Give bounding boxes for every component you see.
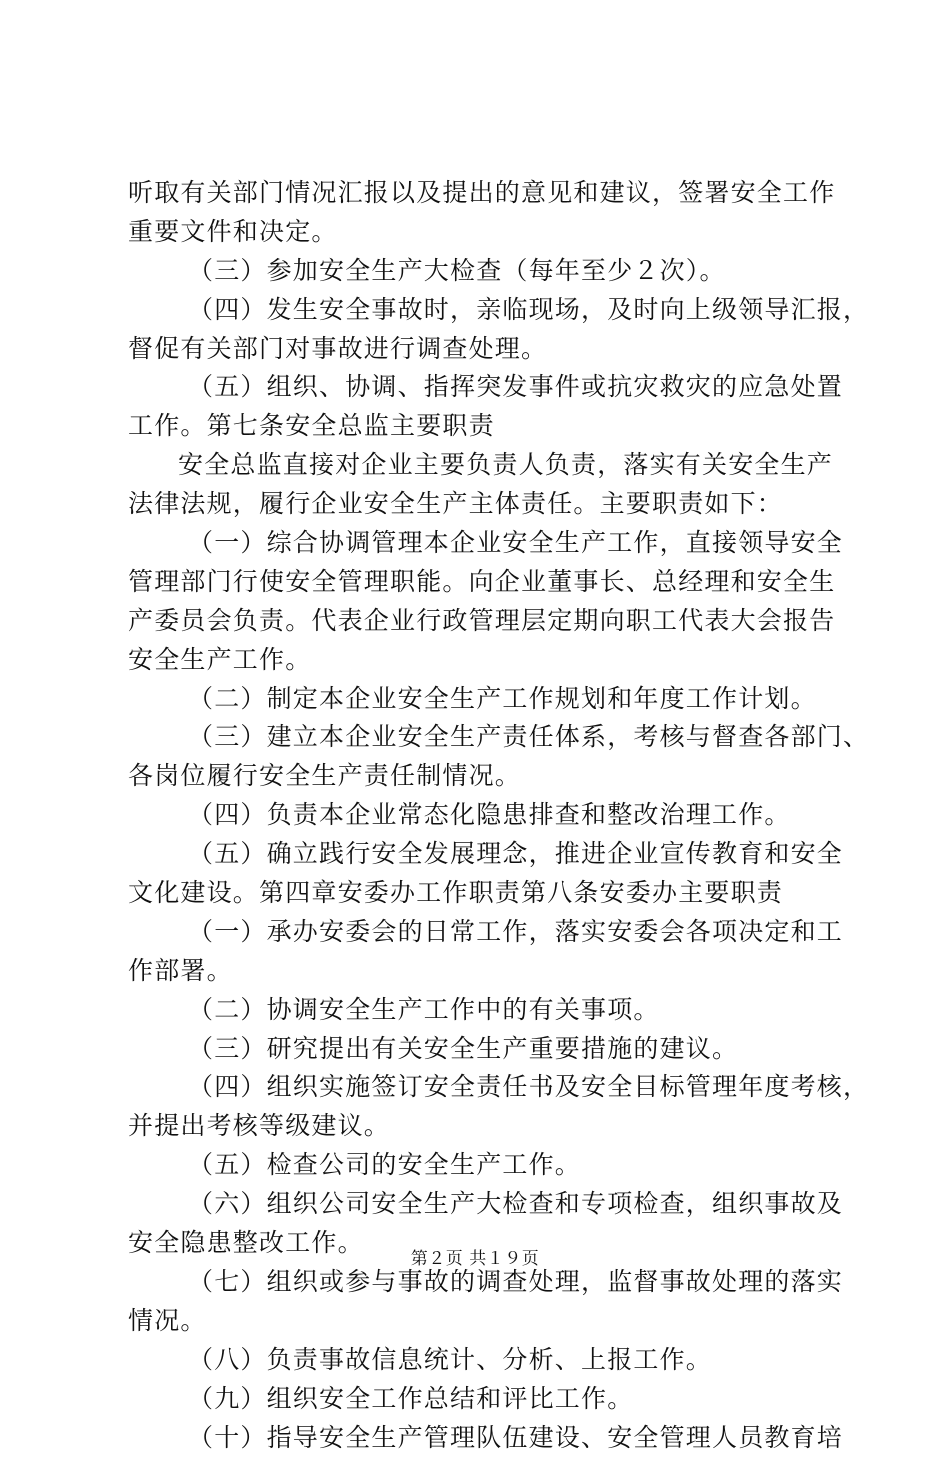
text-line: （一）承办安委会的日常工作，落实安委会各项决定和工 [128,913,840,952]
text-line: 安全隐患整改工作。 [128,1224,840,1263]
text-line: 安全生产工作。 [128,641,840,680]
page-number: 第２页 共１９页 [411,1249,539,1269]
text-line: （三）建立本企业安全生产责任体系，考核与督查各部门、 [128,718,840,757]
text-line: 听取有关部门情况汇报以及提出的意见和建议，签署安全工作 [128,174,840,213]
text-line: 文化建设。第四章安委办工作职责第八条安委办主要职责 [128,874,840,913]
text-line: （十）指导安全生产管理队伍建设、安全管理人员教育培 [128,1419,840,1457]
text-line: （三）研究提出有关安全生产重要措施的建议。 [128,1030,840,1069]
text-line: 并提出考核等级建议。 [128,1107,840,1146]
text-line: （五）确立践行安全发展理念，推进企业宣传教育和安全 [128,835,840,874]
text-line: （二）制定本企业安全生产工作规划和年度工作计划。 [128,680,840,719]
text-line: 法律法规，履行企业安全生产主体责任。主要职责如下： [128,485,840,524]
text-line: （四）组织实施签订安全责任书及安全目标管理年度考核， [128,1068,840,1107]
text-line: （三）参加安全生产大检查（每年至少２次）。 [128,252,840,291]
text-line: 作部署。 [128,952,840,991]
text-line: 安全总监直接对企业主要负责人负责，落实有关安全生产 [128,446,840,485]
text-line: （八）负责事故信息统计、分析、上报工作。 [128,1341,840,1380]
text-line: （二）协调安全生产工作中的有关事项。 [128,991,840,1030]
text-line: （五）检查公司的安全生产工作。 [128,1146,840,1185]
text-line: （七）组织或参与事故的调查处理，监督事故处理的落实 [128,1263,840,1302]
text-line: 情况。 [128,1302,840,1341]
text-line: （六）组织公司安全生产大检查和专项检查，组织事故及 [128,1185,840,1224]
page-footer [0,1244,950,1269]
text-line: 工作。第七条安全总监主要职责 [128,407,840,446]
text-line: 督促有关部门对事故进行调查处理。 [128,330,840,369]
text-line: （四）负责本企业常态化隐患排查和整改治理工作。 [128,796,840,835]
text-line: 产委员会负责。代表企业行政管理层定期向职工代表大会报告 [128,602,840,641]
text-line: （四）发生安全事故时，亲临现场，及时向上级领导汇报， [128,291,840,330]
text-line: 各岗位履行安全生产责任制情况。 [128,757,840,796]
text-line: 管理部门行使安全管理职能。向企业董事长、总经理和安全生 [128,563,840,602]
text-line: （九）组织安全工作总结和评比工作。 [128,1380,840,1419]
text-line: 重要文件和决定。 [128,213,840,252]
text-line: （五）组织、协调、指挥突发事件或抗灾救灾的应急处置 [128,368,840,407]
text-line: （一）综合协调管理本企业安全生产工作，直接领导安全 [128,524,840,563]
